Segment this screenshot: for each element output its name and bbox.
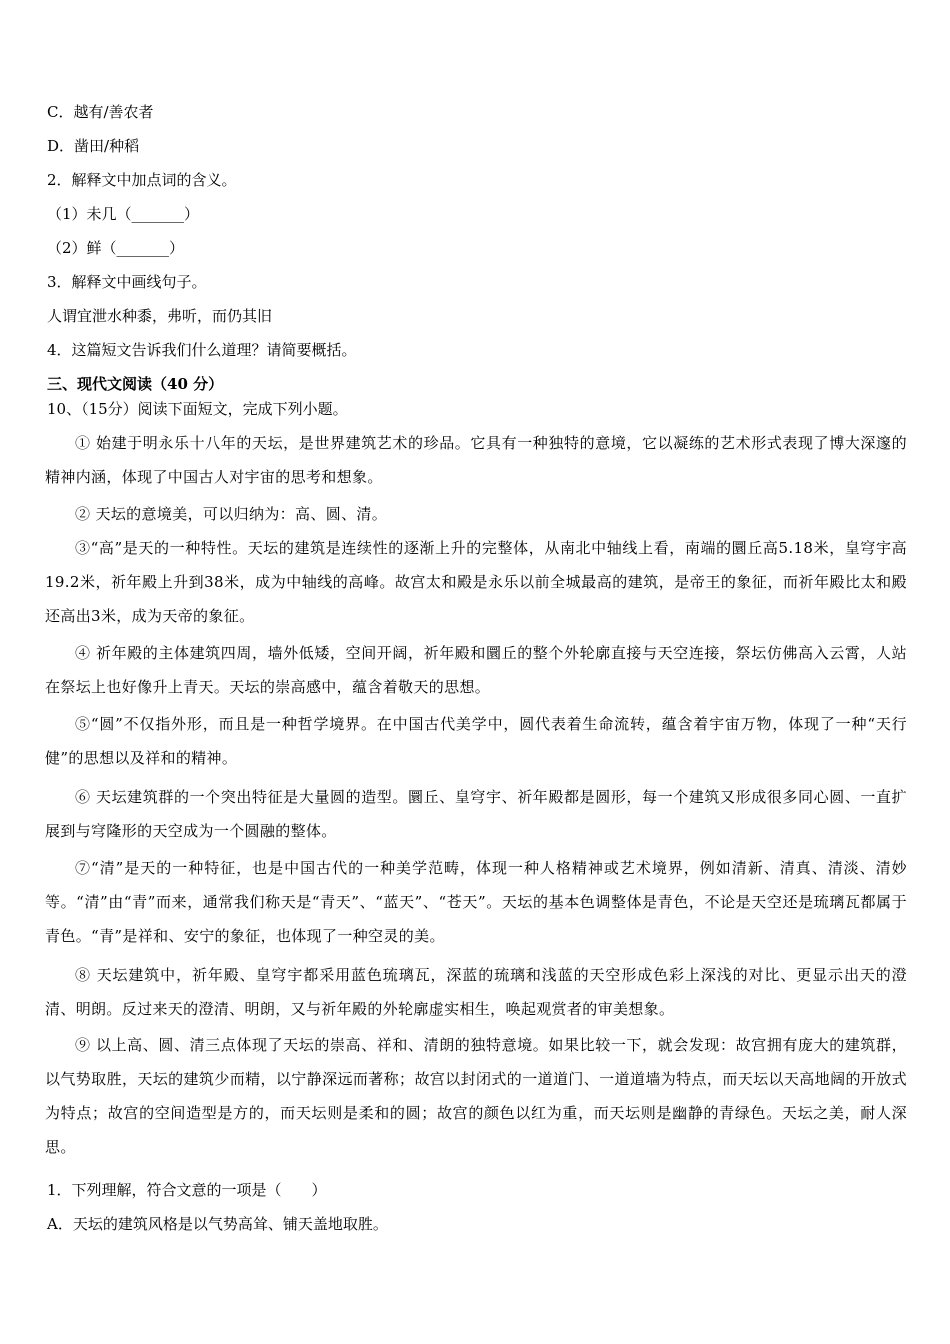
question-3-sentence: 人谓宜泄水种黍，弗听，而仍其旧: [47, 307, 273, 325]
question-10-1-stem: 1．下列理解，符合文意的一项是（ ）: [47, 1181, 327, 1199]
section-heading: 三、现代文阅读（40 分）: [47, 375, 224, 393]
question-3-stem: 3．解释文中画线句子。: [47, 273, 207, 291]
option-c: C．越有/善农者: [47, 103, 154, 121]
article-paragraph-5: ⑤“圆”不仅指外形，而且是一种哲学境界。在中国古代美学中，圆代表着生命流转，蕴含着宇宙万物，体现了一种“天行健”的思想以及祥和的精神。: [45, 715, 907, 767]
article-paragraph-8: ⑧ 天坛建筑中，祈年殿、皇穹宇都采用蓝色琉璃瓦，深蓝的琉璃和浅蓝的天空形成色彩上深浅的对比、更显示出天的澄清、明朗。反过来天的澄清、明朗，又与祈年殿的外轮廓虚实相生，唤起观赏者的审美想象。: [45, 966, 907, 1018]
question-2-item-1: （1）未几（_______）: [47, 205, 200, 223]
question-4-stem: 4．这篇短文告诉我们什么道理？请简要概括。: [47, 341, 357, 359]
article-paragraph-1: ① 始建于明永乐十八年的天坛，是世界建筑艺术的珍品。它具有一种独特的意境，它以凝练的艺术形式表现了博大深邃的精神内涵，体现了中国古人对宇宙的思考和想象。: [45, 434, 907, 486]
question-2-stem: 2．解释文中加点词的含义。: [47, 171, 237, 189]
option-d: D．凿田/种稻: [47, 137, 140, 155]
article-paragraph-6: ⑥ 天坛建筑群的一个突出特征是大量圆的造型。圜丘、皇穹宇、祈年殿都是圆形，每一个建筑又形成很多同心圆、一直扩展到与穹隆形的天空成为一个圆融的整体。: [45, 788, 907, 840]
question-10-1-option-a: A．天坛的建筑风格是以气势高耸、铺天盖地取胜。: [47, 1215, 388, 1233]
question-2-item-2: （2）鲜（_______）: [47, 239, 185, 257]
article-paragraph-9: ⑨ 以上高、圆、清三点体现了天坛的崇高、祥和、清朗的独特意境。如果比较一下，就会发现：故宫拥有庞大的建筑群，以气势取胜，天坛的建筑少而精，以宁静深远而著称；故宫以封闭式的一道道门、一道道墙为特点，而天坛以天高地阔的开放式为特点；故宫的空间造型是方的，而天坛则是柔和的圆；故宫的颜色以红为重，而天坛则是幽静的青绿色。天坛之美，耐人深思。: [45, 1036, 907, 1156]
question-10-intro: 10、（15分）阅读下面短文，完成下列小题。: [47, 400, 348, 418]
article-paragraph-2: ② 天坛的意境美，可以归纳为：高、圆、清。: [75, 505, 388, 523]
article-paragraph-3: ③“高”是天的一种特性。天坛的建筑是连续性的逐渐上升的完整体，从南北中轴线上看，南端的圜丘高5.18米，皇穹宇高19.2米，祈年殿上升到38米，成为中轴线的高峰。故宫太和殿是永乐以前全城最高的建筑，是帝王的象征，而祈年殿比太和殿还高出3米，成为天帝的象征。: [45, 539, 907, 625]
article-paragraph-7: ⑦“清”是天的一种特征，也是中国古代的一种美学范畴，体现一种人格精神或艺术境界，例如清新、清真、清淡、清妙等。“清”由“青”而来，通常我们称天是“青天”、“蓝天”、“苍天”。天坛的基本色调整体是青色，不论是天空还是琉璃瓦都属于青色。“青”是祥和、安宁的象征，也体现了一种空灵的美。: [45, 859, 907, 945]
article-paragraph-4: ④ 祈年殿的主体建筑四周，墙外低矮，空间开阔，祈年殿和圜丘的整个外轮廓直接与天空连接，祭坛仿佛高入云霄，人站在祭坛上也好像升上青天。天坛的崇高感中，蕴含着敬天的思想。: [45, 644, 907, 696]
